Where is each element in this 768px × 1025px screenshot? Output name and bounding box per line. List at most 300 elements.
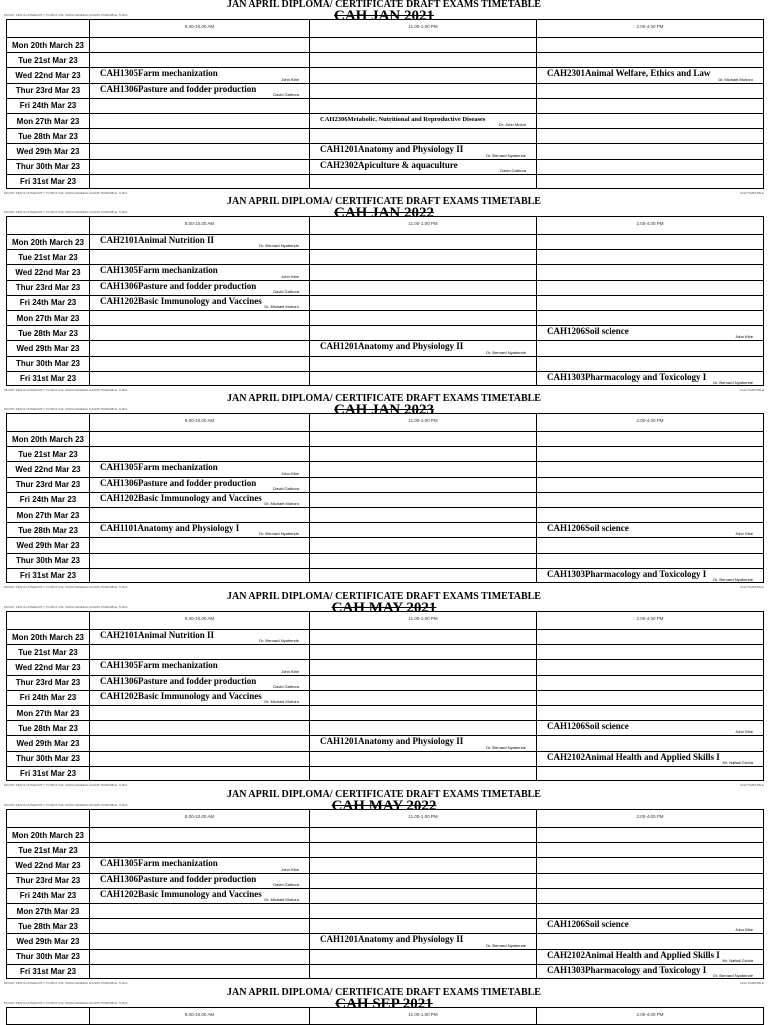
exam-lecturer: Dr. Bernard Nyabende (486, 152, 526, 158)
exam-slot-cell (536, 250, 763, 264)
day-cell (7, 569, 89, 583)
exam-slot-cell (89, 281, 309, 295)
day-row (7, 310, 763, 325)
exam-slot-cell (309, 432, 536, 446)
exam-slot-cell (309, 493, 536, 507)
day-cell (7, 554, 89, 568)
day-row (7, 720, 763, 735)
exam-course: CAH1206Soil science (547, 326, 629, 337)
day-label: Thur 30th Mar 23 (15, 952, 80, 962)
exam-lecturer: Dr. Bernard Nyabende (713, 972, 753, 978)
timetable-section (0, 591, 768, 787)
exam-slot-cell (309, 828, 536, 842)
day-label: Mon 20th March 23 (11, 830, 84, 840)
exam-slot-cell (309, 53, 536, 67)
day-cell (7, 828, 89, 842)
time-slot-header (536, 810, 763, 827)
exam-course: CAH1303Pharmacology and Toxicology I (547, 568, 707, 579)
exam-slot-cell (89, 478, 309, 492)
day-cell (7, 432, 89, 446)
day-label: Mon 20th March 23 (11, 632, 84, 642)
exam-slot-cell (89, 523, 309, 537)
time-slot-header (309, 414, 536, 431)
exam-course: CAH1306Pasture and fodder production (100, 280, 257, 291)
exam-course: CAH1201Anatomy and Physiology II (320, 736, 464, 747)
day-cell (7, 843, 89, 857)
day-column-header (7, 217, 89, 234)
exam-lecturer: John Kibe (735, 531, 753, 537)
exam-slot-cell (89, 767, 309, 781)
time-slot-label: 8.00-10.00 AM (184, 221, 215, 226)
exam-course: CAH1206Soil science (547, 523, 629, 534)
exam-slot-cell (89, 934, 309, 948)
day-row (7, 280, 763, 295)
day-label: Mon 27th Mar 23 (16, 116, 80, 126)
university-line: MOUNT KENYA UNIVERSITY, P.O.BOX 342, 01000 GENERAL EXAMS TIMETABLE, THIKA (4, 605, 128, 609)
timetable-heading: JAN APRIL DIPLOMA/ CERTIFICATE DRAFT EXAMS TIMETABLE (227, 789, 541, 800)
day-row (7, 159, 763, 174)
day-cell (7, 858, 89, 872)
day-cell (7, 129, 89, 143)
day-row (7, 340, 763, 355)
timetable-heading: JAN APRIL DIPLOMA/ CERTIFICATE DRAFT EXAMS TIMETABLE (227, 0, 541, 10)
day-row (7, 461, 763, 476)
exam-slot-cell (309, 68, 536, 82)
day-cell (7, 538, 89, 552)
day-cell (7, 523, 89, 537)
day-row (7, 842, 763, 857)
exam-slot-cell (536, 904, 763, 918)
exam-course: CAH1306Pasture and fodder production (100, 873, 257, 884)
exam-slot-cell (89, 843, 309, 857)
day-cell (7, 296, 89, 310)
day-row (7, 644, 763, 659)
day-label: Fri 24th Mar 23 (19, 891, 77, 901)
exam-slot-cell (309, 736, 536, 750)
time-slot-label: 11.00-1.00 PM (408, 221, 438, 226)
timetable-grid (6, 809, 764, 979)
day-row (7, 659, 763, 674)
day-label: Wed 29th Mar 23 (16, 146, 80, 156)
exam-slot-cell (89, 630, 309, 644)
exam-slot-cell (89, 250, 309, 264)
time-slot-label: 11.00-1.00 PM (408, 1012, 438, 1017)
exam-lecturer: David Gathura (273, 683, 299, 689)
day-row (7, 446, 763, 461)
exam-slot-cell (536, 160, 763, 174)
exam-lecturer: David Gathura (273, 288, 299, 294)
exam-slot-cell (89, 447, 309, 461)
day-row (7, 507, 763, 522)
day-row (7, 98, 763, 113)
exam-slot-cell (309, 919, 536, 933)
exam-slot-cell (536, 538, 763, 552)
exam-slot-cell (536, 691, 763, 705)
day-label: Mon 20th March 23 (11, 40, 84, 50)
section-header (0, 393, 768, 418)
day-row (7, 52, 763, 67)
day-cell (7, 706, 89, 720)
exam-lecturer: John Kibe (735, 927, 753, 933)
exam-slot-cell (309, 160, 536, 174)
timetable-grid (6, 611, 764, 781)
day-cell (7, 341, 89, 355)
day-cell (7, 645, 89, 659)
day-cell (7, 326, 89, 340)
day-row (7, 83, 763, 98)
exam-slot-cell (309, 904, 536, 918)
exam-slot-cell (309, 523, 536, 537)
exam-slot-cell (536, 38, 763, 52)
exam-lecturer: Mr. Naftali Gichia (722, 957, 753, 963)
exam-slot-cell (536, 281, 763, 295)
day-cell (7, 160, 89, 174)
time-slot-label: 8.00-10.00 AM (184, 1012, 215, 1017)
day-label: Fri 31st Mar 23 (19, 571, 77, 581)
exam-slot-cell (89, 538, 309, 552)
day-row (7, 964, 763, 979)
exam-slot-cell (309, 889, 536, 903)
day-cell (7, 767, 89, 781)
exam-slot-cell (309, 630, 536, 644)
exam-slot-cell (89, 99, 309, 113)
day-label: Tue 28th Mar 23 (18, 921, 78, 931)
exam-slot-cell (309, 752, 536, 766)
timetable-section (0, 196, 768, 392)
day-cell (7, 357, 89, 371)
exam-slot-cell (536, 99, 763, 113)
day-label: Thur 30th Mar 23 (15, 359, 80, 369)
day-row (7, 431, 763, 446)
exam-slot-cell (309, 965, 536, 979)
exam-slot-cell (536, 721, 763, 735)
day-label: Wed 22nd Mar 23 (15, 464, 81, 474)
section-footer-left: MOUNT KENYA UNIVERSITY, P.O.BOX 342, 01000 GENERAL EXAMS TIMETABLE, THIKA (4, 981, 128, 985)
exam-slot-cell (309, 99, 536, 113)
exam-course: CAH2102Animal Health and Applied Skills I (547, 949, 720, 960)
day-cell (7, 311, 89, 325)
exam-slot-cell (536, 68, 763, 82)
cohort-title: CAH JAN 2021 (334, 8, 434, 24)
timetable-grid (6, 216, 764, 386)
exam-lecturer: David Gathura (500, 167, 526, 173)
day-column-header (7, 810, 89, 827)
day-cell (7, 265, 89, 279)
exam-lecturer: Dr. Michael Muhoro (264, 303, 299, 309)
exam-slot-cell (536, 129, 763, 143)
day-label: Wed 29th Mar 23 (16, 936, 80, 946)
day-label: Wed 29th Mar 23 (16, 343, 80, 353)
day-row (7, 629, 763, 644)
exam-course: CAH1206Soil science (547, 919, 629, 930)
day-row (7, 918, 763, 933)
section-footer-left: MOUNT KENYA UNIVERSITY, P.O.BOX 342, 01000 GENERAL EXAMS TIMETABLE, THIKA (4, 783, 128, 787)
day-label: Wed 29th Mar 23 (16, 738, 80, 748)
day-row (7, 690, 763, 705)
day-row (7, 735, 763, 750)
exam-slot-cell (309, 326, 536, 340)
exam-slot-cell (536, 752, 763, 766)
exam-slot-cell (536, 296, 763, 310)
timetable-heading: JAN APRIL DIPLOMA/ CERTIFICATE DRAFT EXAMS TIMETABLE (227, 393, 541, 404)
section-footer-right: Draft TIMETABLE (740, 783, 764, 787)
exam-slot-cell (89, 265, 309, 279)
exam-lecturer: David Gathura (273, 485, 299, 491)
section-header (0, 591, 768, 616)
section-header (0, 987, 768, 1012)
exam-slot-cell (89, 874, 309, 888)
day-cell (7, 447, 89, 461)
exam-slot-cell (89, 508, 309, 522)
exam-slot-cell (536, 828, 763, 842)
day-label: Tue 28th Mar 23 (18, 525, 78, 535)
day-label: Mon 27th Mar 23 (16, 906, 80, 916)
day-label: Mon 27th Mar 23 (16, 510, 80, 520)
exam-course: CAH1101Anatomy and Physiology I (100, 523, 240, 534)
time-slot-header (536, 414, 763, 431)
university-line: MOUNT KENYA UNIVERSITY, P.O.BOX 342, 01000 GENERAL EXAMS TIMETABLE, THIKA (4, 210, 128, 214)
day-label: Wed 22nd Mar 23 (15, 860, 81, 870)
exam-lecturer: John Kibe (735, 729, 753, 735)
time-slot-header (89, 810, 309, 827)
day-label: Thur 30th Mar 23 (15, 162, 80, 172)
exam-slot-cell (536, 874, 763, 888)
day-row (7, 371, 763, 386)
day-cell (7, 874, 89, 888)
exam-slot-cell (309, 843, 536, 857)
exam-lecturer: Dr. John Muturi (498, 122, 526, 128)
time-slot-header (536, 1008, 763, 1025)
day-label: Fri 31st Mar 23 (19, 177, 77, 187)
exam-course: CAH1305Farm mechanization (100, 660, 218, 671)
university-line: MOUNT KENYA UNIVERSITY, P.O.BOX 342, 01000 GENERAL EXAMS TIMETABLE, THIKA (4, 803, 128, 807)
exam-lecturer: Dr. Michael Muhoro (718, 76, 753, 82)
day-row (7, 356, 763, 371)
exam-slot-cell (309, 462, 536, 476)
timetable-grid (6, 1007, 764, 1025)
exam-slot-cell (309, 554, 536, 568)
exam-slot-cell (309, 129, 536, 143)
day-cell (7, 68, 89, 82)
time-slot-header (89, 20, 309, 37)
timetable-grid (6, 19, 764, 189)
exam-lecturer: John Kibe (735, 334, 753, 340)
day-label: Fri 24th Mar 23 (19, 101, 77, 111)
exam-slot-cell (309, 144, 536, 158)
section-footer-right: Draft TIMETABLE (740, 388, 764, 392)
exam-slot-cell (309, 508, 536, 522)
exam-course: CAH1305Farm mechanization (100, 68, 218, 79)
exam-slot-cell (89, 357, 309, 371)
day-label: Thur 23rd Mar 23 (15, 283, 81, 293)
day-cell (7, 752, 89, 766)
day-cell (7, 630, 89, 644)
exam-slot-cell (89, 235, 309, 249)
day-row (7, 873, 763, 888)
exam-course: CAH1202Basic Immunology and Vaccines (100, 888, 262, 899)
time-slot-label: 2.00-4.00 PM (636, 24, 664, 29)
cohort-title: CAH JAN 2022 (334, 205, 434, 221)
day-cell (7, 114, 89, 128)
exam-slot-cell (309, 311, 536, 325)
exam-slot-cell (89, 691, 309, 705)
exam-slot-cell (536, 235, 763, 249)
section-footer-right: Draft TIMETABLE (740, 191, 764, 195)
exam-slot-cell (309, 706, 536, 720)
exam-lecturer: Dr. Bernard Nyabende (259, 638, 299, 644)
exam-lecturer: Dr. Bernard Nyabende (259, 243, 299, 249)
exam-slot-cell (89, 129, 309, 143)
time-slot-header-row (7, 414, 763, 431)
day-label: Mon 27th Mar 23 (16, 708, 80, 718)
exam-slot-cell (536, 934, 763, 948)
day-label: Thur 23rd Mar 23 (15, 480, 81, 490)
exam-course: CAH1305Farm mechanization (100, 265, 218, 276)
exam-slot-cell (309, 372, 536, 386)
time-slot-header-row (7, 1008, 763, 1025)
day-label: Fri 24th Mar 23 (19, 298, 77, 308)
time-slot-label: 2.00-4.00 PM (636, 616, 664, 621)
time-slot-header (89, 217, 309, 234)
day-cell (7, 99, 89, 113)
day-cell (7, 250, 89, 264)
exam-slot-cell (89, 493, 309, 507)
exam-slot-cell (89, 889, 309, 903)
day-cell (7, 950, 89, 964)
time-slot-label: 11.00-1.00 PM (408, 814, 438, 819)
exam-slot-cell (89, 53, 309, 67)
exam-course: CAH1305Farm mechanization (100, 858, 218, 869)
day-label: Tue 21st Mar 23 (18, 449, 78, 459)
exam-slot-cell (89, 736, 309, 750)
day-row (7, 249, 763, 264)
exam-lecturer: John Kibe (281, 470, 299, 476)
section-header (0, 196, 768, 221)
day-row (7, 67, 763, 82)
day-label: Fri 31st Mar 23 (19, 967, 77, 977)
day-cell (7, 934, 89, 948)
exam-lecturer: John Kibe (281, 866, 299, 872)
time-slot-label: 11.00-1.00 PM (408, 418, 438, 423)
day-row (7, 113, 763, 128)
time-slot-label: 2.00-4.00 PM (636, 814, 664, 819)
day-cell (7, 508, 89, 522)
day-label: Mon 27th Mar 23 (16, 313, 80, 323)
exam-lecturer: Dr. Bernard Nyabende (486, 744, 526, 750)
day-label: Tue 21st Mar 23 (18, 55, 78, 65)
exam-course: CAH2101Animal Nutrition II (100, 630, 215, 640)
time-slot-header (309, 612, 536, 629)
exam-slot-cell (309, 265, 536, 279)
exam-slot-cell (89, 341, 309, 355)
exam-course: CAH2302Apiculture & aquaculture (320, 159, 458, 170)
exam-slot-cell (89, 68, 309, 82)
exam-slot-cell (309, 447, 536, 461)
day-label: Wed 22nd Mar 23 (15, 267, 81, 277)
day-row (7, 675, 763, 690)
time-slot-header-row (7, 810, 763, 827)
section-header (0, 0, 768, 24)
exam-slot-cell (536, 950, 763, 964)
day-row (7, 537, 763, 552)
exam-course: CAH1202Basic Immunology and Vaccines (100, 492, 262, 503)
exam-slot-cell (536, 84, 763, 98)
day-cell (7, 721, 89, 735)
time-slot-header-row (7, 217, 763, 234)
day-column-header (7, 1008, 89, 1025)
exam-course: CAH1306Pasture and fodder production (100, 675, 257, 686)
section-footer-left: MOUNT KENYA UNIVERSITY, P.O.BOX 342, 01000 GENERAL EXAMS TIMETABLE, THIKA (4, 388, 128, 392)
time-slot-label: 11.00-1.00 PM (408, 24, 438, 29)
day-cell (7, 144, 89, 158)
day-cell (7, 660, 89, 674)
exam-slot-cell (89, 432, 309, 446)
day-row (7, 949, 763, 964)
day-cell (7, 736, 89, 750)
exam-slot-cell (309, 767, 536, 781)
exam-slot-cell (536, 660, 763, 674)
day-cell (7, 965, 89, 979)
exam-lecturer: Dr. Bernard Nyabende (259, 531, 299, 537)
exam-slot-cell (536, 508, 763, 522)
day-label: Wed 22nd Mar 23 (15, 70, 81, 80)
day-label: Thur 23rd Mar 23 (15, 876, 81, 886)
exam-slot-cell (89, 84, 309, 98)
exam-lecturer: John Kibe (281, 668, 299, 674)
exam-slot-cell (309, 538, 536, 552)
day-label: Thur 23rd Mar 23 (15, 678, 81, 688)
day-column-header (7, 20, 89, 37)
day-cell (7, 372, 89, 386)
exam-slot-cell (309, 38, 536, 52)
day-row (7, 751, 763, 766)
exam-course: CAH1303Pharmacology and Toxicology I (547, 371, 707, 382)
time-slot-label: 8.00-10.00 AM (184, 814, 215, 819)
exam-slot-cell (89, 904, 309, 918)
section-footer-left: MOUNT KENYA UNIVERSITY, P.O.BOX 342, 01000 GENERAL EXAMS TIMETABLE, THIKA (4, 585, 128, 589)
day-row (7, 37, 763, 52)
exam-slot-cell (536, 478, 763, 492)
time-slot-label: 8.00-10.00 AM (184, 418, 215, 423)
time-slot-label: 8.00-10.00 AM (184, 616, 215, 621)
time-slot-label: 2.00-4.00 PM (636, 1012, 664, 1017)
exam-slot-cell (309, 676, 536, 690)
exam-slot-cell (309, 296, 536, 310)
exam-slot-cell (536, 341, 763, 355)
time-slot-header-row (7, 20, 763, 37)
exam-course: CAH1201Anatomy and Physiology II (320, 934, 464, 945)
section-header (0, 789, 768, 814)
exam-slot-cell (536, 523, 763, 537)
exam-lecturer: John Kibe (281, 76, 299, 82)
exam-slot-cell (536, 175, 763, 189)
day-label: Thur 23rd Mar 23 (15, 86, 81, 96)
time-slot-header (89, 414, 309, 431)
day-label: Wed 22nd Mar 23 (15, 662, 81, 672)
exam-slot-cell (309, 874, 536, 888)
time-slot-header (309, 810, 536, 827)
exam-slot-cell (89, 554, 309, 568)
exam-slot-cell (89, 311, 309, 325)
exam-course: CAH1303Pharmacology and Toxicology I (547, 964, 707, 975)
day-row (7, 766, 763, 781)
exam-slot-cell (309, 357, 536, 371)
exam-slot-cell (536, 706, 763, 720)
exam-slot-cell (536, 676, 763, 690)
exam-slot-cell (536, 889, 763, 903)
exam-slot-cell (536, 265, 763, 279)
day-label: Tue 28th Mar 23 (18, 723, 78, 733)
